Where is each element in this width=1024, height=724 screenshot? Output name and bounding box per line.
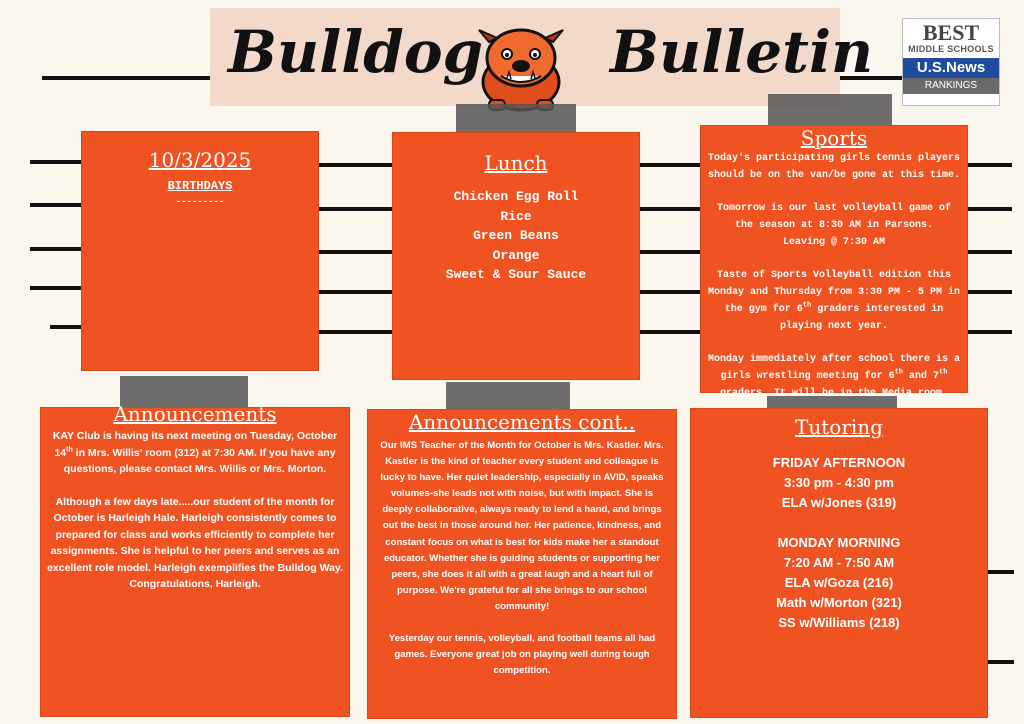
announcements-card — [40, 402, 350, 717]
sports-text — [705, 150, 963, 402]
title-bulletin: Bulletin — [610, 18, 874, 86]
sports-paragraph — [705, 200, 963, 251]
decor-line — [988, 570, 1014, 574]
tutoring-line: ELA w/Goza (216) — [784, 575, 894, 590]
tape-strip — [446, 382, 570, 412]
announcement-text: in Mrs. Willis' room (312) at 7:30 AM. If you have any questions, please contact Mrs. Willis or Mrs. Morton. — [63, 446, 336, 475]
badge-rankings: RANKINGS — [903, 78, 999, 94]
bulldog-mascot-icon — [467, 22, 575, 114]
decor-line — [30, 286, 82, 290]
sports-text: graders. It will be in the Media room. — [719, 388, 949, 399]
tutoring-line: 7:20 AM - 7:50 AM — [783, 555, 895, 570]
announcements-title: Announcements — [113, 402, 277, 426]
decor-line — [318, 207, 392, 211]
tutoring-friday — [691, 453, 987, 513]
badge-best: BEST — [922, 20, 980, 45]
tutoring-line: 3:30 pm - 4:30 pm — [784, 475, 894, 490]
announcement-text: KAY Club is having its next meeting on Tuesday, October 14 — [52, 430, 338, 459]
sports-text: Taste of Sports Volleyball edition this Monday and Thursday from 3:30 PM - 5 PM in the gym for 6 — [707, 270, 961, 315]
badge-subtitle: MIDDLE SCHOOLS — [908, 44, 994, 54]
superscript: th — [66, 446, 73, 453]
lunch-title: Lunch — [484, 151, 548, 175]
decor-line — [968, 207, 1012, 211]
title-bulldog: Bulldog — [228, 18, 484, 86]
tutoring-line: FRIDAY AFTERNOON — [772, 455, 906, 470]
tutoring-line: MONDAY MORNING — [777, 535, 901, 550]
sports-card — [700, 125, 968, 399]
superscript: th — [939, 368, 948, 377]
tutoring-line: Math w/Morton (321) — [776, 595, 902, 610]
sports-paragraph — [705, 351, 963, 402]
date-heading: 10/3/2025 — [148, 148, 252, 172]
announcements-text — [47, 428, 343, 593]
lunch-item: Rice — [500, 208, 532, 224]
lunch-item: Green Beans — [473, 228, 559, 243]
decor-line — [30, 247, 82, 251]
superscript: th — [802, 301, 812, 310]
birthdays-heading: BIRTHDAYS — [167, 179, 233, 193]
sports-paragraph — [705, 267, 963, 335]
announcement-paragraph — [47, 428, 343, 478]
decor-line — [318, 330, 392, 334]
birthday-card — [81, 131, 319, 371]
decor-line — [640, 330, 700, 334]
tutoring-line: ELA w/Jones (319) — [781, 495, 897, 510]
decor-line — [318, 163, 392, 167]
decor-line — [640, 290, 700, 294]
lunch-item: Sweet & Sour Sauce — [445, 267, 587, 282]
tutoring-monday — [691, 533, 987, 633]
announcements-cont-card — [367, 409, 677, 719]
decor-line — [318, 250, 392, 254]
lunch-card — [392, 132, 640, 380]
lunch-menu — [393, 187, 639, 285]
sports-text-line: Leaving @ 7:30 AM — [782, 237, 886, 248]
lunch-item: Chicken Egg Roll — [453, 189, 579, 204]
decor-line — [318, 290, 392, 294]
announcements-cont-text — [378, 438, 666, 679]
lunch-item: Orange — [492, 247, 540, 263]
tutoring-line: SS w/Williams (218) — [778, 615, 900, 630]
sports-title: Sports — [800, 126, 868, 150]
decor-line — [988, 660, 1014, 664]
announcement-paragraph: Our IMS Teacher of the Month for October is Mrs. Kastler. Mrs. Kastler is the kind of teacher every student and colleague is lucky to have. Her quiet leadership, especially in AVID, speaks volumes-she leads not with noise, but with impact. She is deeply collaborative, always ready to lend a hand, and brings out the best in those around her. Her patience, kindness, and constant focus on what is best for kids make her a standout educator. Whether she is guiding students or supporting her peers, she does it all with a great laugh and a heart full of purpose. We're grateful for all she brings to our school community! — [380, 440, 664, 612]
tutoring-title: Tutoring — [795, 415, 883, 439]
sports-text: graders interested in playing next year. — [779, 304, 944, 332]
tutoring-card — [690, 408, 988, 718]
announcement-paragraph: Although a few days late.....our student of the month for October is Harleigh Hale. Harleigh consistently comes to prepared for class and works efficiently to complete her assignments. She is helpful to her peers and serves as an excellent role model. Harleigh exemplifies the Bulldog Way. Congratulations, Harleigh. — [47, 495, 343, 590]
birthdays-content: --------- — [175, 197, 225, 207]
decor-line — [968, 250, 1012, 254]
sports-text: Monday immediately after school there is a girls wrestling meeting for 6 — [707, 354, 961, 382]
decor-line — [968, 290, 1012, 294]
decor-line — [640, 250, 700, 254]
decor-line — [640, 207, 700, 211]
decor-line — [30, 203, 82, 207]
best-schools-badge — [902, 18, 1000, 106]
sports-paragraph: Today's participating girls tennis players should be on the van/be gone at this time. — [707, 153, 961, 181]
announcements-cont-title: Announcements cont.. — [408, 410, 636, 434]
decor-line — [968, 163, 1012, 167]
decor-line — [968, 330, 1012, 334]
announcement-paragraph: Yesterday our tennis, volleyball, and football teams all had games. Everyone great job on playing well during tough competition. — [388, 633, 656, 677]
sports-text: and 7 — [903, 371, 940, 382]
badge-usnews: U.S.News — [903, 58, 999, 78]
decor-line — [50, 325, 82, 329]
decor-line — [30, 160, 82, 164]
decor-line — [42, 76, 212, 80]
sports-text-line: Tomorrow is our last volleyball game of the season at 8:30 AM in Parsons. — [716, 203, 952, 231]
decor-line — [640, 163, 700, 167]
superscript: th — [894, 368, 903, 377]
